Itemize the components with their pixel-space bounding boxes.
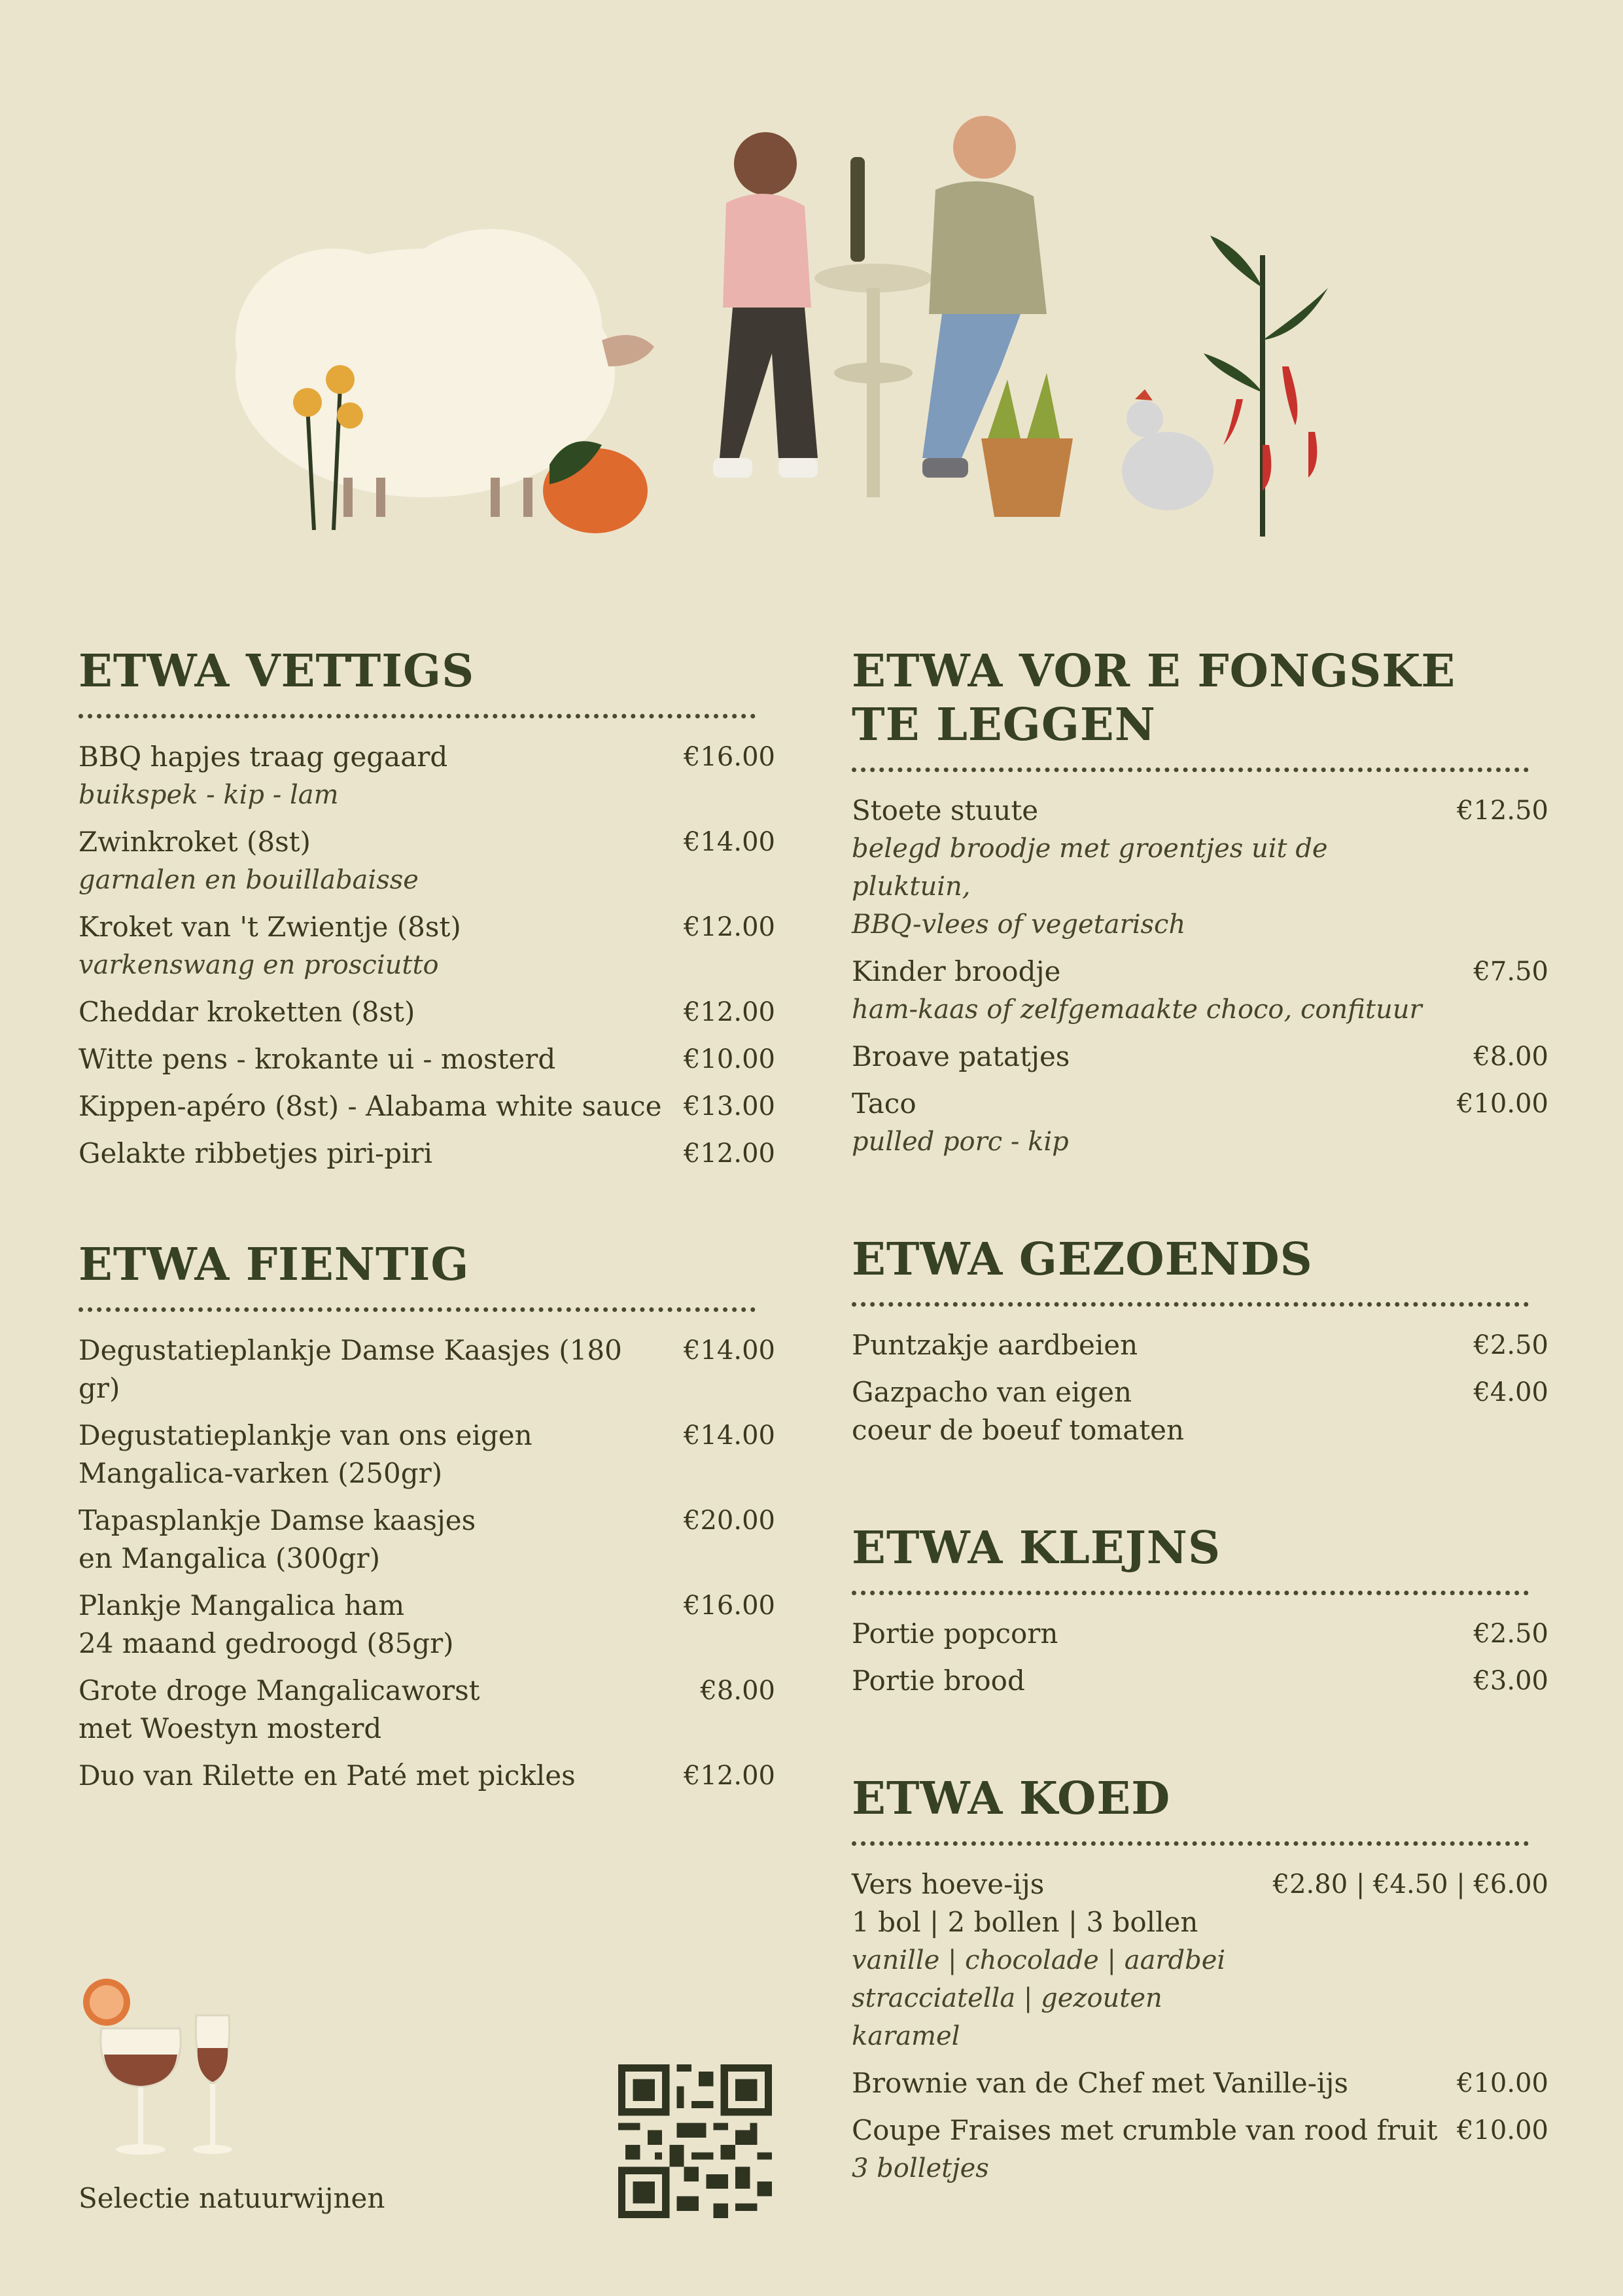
item-price: €14.00 xyxy=(684,827,775,857)
section-etwa-koed xyxy=(852,1772,1548,2187)
item-name: Taco xyxy=(852,1087,916,1120)
item-name: Brownie van de Chef met Vanille-ijs xyxy=(852,2067,1348,2099)
dotted-divider xyxy=(79,714,756,718)
dotted-divider xyxy=(79,1307,756,1312)
item-name: Tapasplankje Damse kaasjes en Mangalica (300gr) xyxy=(79,1504,476,1574)
item-price: €12.00 xyxy=(684,997,775,1027)
item-description: 3 bolletjes xyxy=(852,2153,989,2183)
dotted-divider xyxy=(852,1302,1529,1307)
item-price: €14.00 xyxy=(684,1335,775,1366)
pepper-plant-illustration xyxy=(1204,236,1328,537)
menu-item xyxy=(852,1326,1548,1364)
menu-item xyxy=(79,1040,775,1078)
menu-item xyxy=(79,1135,775,1173)
menu-item xyxy=(79,908,775,984)
item-name: Kroket van 't Zwientje (8st) xyxy=(79,911,461,943)
item-name: Duo van Rilette en Paté met pickles xyxy=(79,1759,576,1792)
item-description: vanille | chocolade | aardbei stracciatella | gezouten karamel xyxy=(852,1945,1226,2051)
section-etwa-klejns xyxy=(852,1521,1548,1700)
item-name: Plankje Mangalica ham 24 maand gedroogd (85gr) xyxy=(79,1589,454,1659)
item-name: Broave patatjes xyxy=(852,1040,1070,1072)
section-etwa-vettigs xyxy=(79,645,775,1173)
menu-item xyxy=(79,1417,775,1492)
menu-item xyxy=(79,1332,775,1407)
menu-item xyxy=(852,1085,1548,1161)
woman-illustration xyxy=(713,132,818,478)
table-illustration xyxy=(814,157,932,497)
menu-item xyxy=(852,792,1548,944)
item-description: buikspek - kip - lam xyxy=(79,780,339,810)
menu-item xyxy=(79,1757,775,1795)
basket-illustration xyxy=(981,373,1073,517)
section-etwa-gezoends xyxy=(852,1233,1548,1449)
menu-item xyxy=(79,1087,775,1125)
left-column xyxy=(79,645,775,1804)
item-name: Degustatieplankje Damse Kaasjes (180 gr) xyxy=(79,1334,622,1404)
item-price: €12.00 xyxy=(684,1761,775,1791)
item-price: €4.00 xyxy=(1473,1377,1548,1407)
item-name: Gazpacho van eigen coeur de boeuf tomaten xyxy=(852,1376,1185,1446)
menu-item xyxy=(79,993,775,1031)
item-name: Puntzakje aardbeien xyxy=(852,1329,1138,1361)
item-price: €10.00 xyxy=(1457,2115,1548,2146)
chicken-illustration xyxy=(1122,389,1213,510)
dotted-divider xyxy=(852,768,1529,772)
item-name: BBQ hapjes traag gegaard xyxy=(79,741,448,773)
item-price: €10.00 xyxy=(1457,2068,1548,2098)
menu-item xyxy=(79,1587,775,1663)
item-name: Degustatieplankje van ons eigen Mangalica-varken (250gr) xyxy=(79,1419,532,1489)
menu-item xyxy=(79,738,775,814)
menu-item xyxy=(852,1615,1548,1653)
right-column xyxy=(852,645,1548,2197)
item-name: Zwinkroket (8st) xyxy=(79,826,311,858)
item-price: €10.00 xyxy=(684,1044,775,1074)
item-price: €8.00 xyxy=(700,1676,775,1706)
section-etwa-fientig xyxy=(79,1238,775,1795)
item-price: €8.00 xyxy=(1473,1042,1548,1072)
item-name: Kippen-apéro (8st) - Alabama white sauce xyxy=(79,1090,662,1122)
item-description: pulled porc - kip xyxy=(852,1127,1069,1157)
section-title: ETWA VOR E FONGSKE TE LEGGEN xyxy=(852,645,1456,751)
section-title: ETWA VETTIGS xyxy=(79,645,475,698)
item-description: ham-kaas of zelfgemaakte choco, confituur xyxy=(852,995,1422,1025)
item-name: Coupe Fraises met crumble van rood fruit xyxy=(852,2114,1438,2146)
item-description: belegd broodje met groentjes uit de pluktuin, BBQ-vlees of vegetarisch xyxy=(852,834,1328,940)
item-name: Portie brood xyxy=(852,1665,1025,1697)
dotted-divider xyxy=(852,1841,1529,1846)
man-illustration xyxy=(922,116,1047,478)
item-price: €12.00 xyxy=(684,912,775,942)
dotted-divider xyxy=(852,1591,1529,1595)
menu-item xyxy=(852,953,1548,1029)
section-etwa-vor-e-fongske xyxy=(852,645,1548,1161)
item-price: €14.00 xyxy=(684,1421,775,1451)
menu-item xyxy=(79,823,775,899)
item-price: €12.50 xyxy=(1457,796,1548,826)
item-price: €20.00 xyxy=(684,1506,775,1536)
item-price: €13.00 xyxy=(684,1091,775,1122)
section-title: ETWA KLEJNS xyxy=(852,1522,1221,1574)
menu-item xyxy=(852,1373,1548,1449)
pumpkin-illustration xyxy=(543,441,648,533)
item-price: €2.50 xyxy=(1473,1330,1548,1360)
item-name: Gelakte ribbetjes piri-piri xyxy=(79,1137,433,1169)
menu-item xyxy=(852,1662,1548,1700)
item-name: Stoete stuute xyxy=(852,794,1039,826)
header-illustration xyxy=(216,92,1420,615)
item-description: varkenswang en prosciutto xyxy=(79,950,439,980)
item-price: €16.00 xyxy=(684,742,775,772)
item-price: €7.50 xyxy=(1473,957,1548,987)
menu-item xyxy=(852,2111,1548,2187)
item-description: garnalen en bouillabaisse xyxy=(79,865,419,895)
section-title: ETWA GEZOENDS xyxy=(852,1233,1313,1286)
qr-code[interactable] xyxy=(618,2064,772,2218)
item-price: €16.00 xyxy=(684,1591,775,1621)
item-price: €10.00 xyxy=(1457,1089,1548,1119)
item-name: Cheddar kroketten (8st) xyxy=(79,996,415,1028)
wine-selection-label: Selectie natuurwijnen xyxy=(79,2182,385,2214)
item-name: Portie popcorn xyxy=(852,1617,1058,1650)
menu-item xyxy=(852,1865,1548,2055)
item-price: €3.00 xyxy=(1473,1666,1548,1696)
section-title: ETWA KOED xyxy=(852,1773,1171,1825)
item-name: Grote droge Mangalicaworst met Woestyn mosterd xyxy=(79,1674,480,1744)
item-price: €2.80 | €4.50 | €6.00 xyxy=(1272,1869,1548,1899)
section-title: ETWA FIENTIG xyxy=(79,1239,470,1291)
item-price: €12.00 xyxy=(684,1139,775,1169)
menu-item xyxy=(852,2064,1548,2102)
menu-item xyxy=(79,1502,775,1578)
item-price: €2.50 xyxy=(1473,1619,1548,1649)
wine-glasses-icon xyxy=(75,1956,245,2172)
item-name: Vers hoeve-ijs 1 bol | 2 bollen | 3 bollen xyxy=(852,1868,1198,1938)
item-name: Witte pens - krokante ui - mosterd xyxy=(79,1043,556,1075)
item-name: Kinder broodje xyxy=(852,955,1061,987)
menu-item xyxy=(79,1672,775,1748)
menu-item xyxy=(852,1038,1548,1076)
